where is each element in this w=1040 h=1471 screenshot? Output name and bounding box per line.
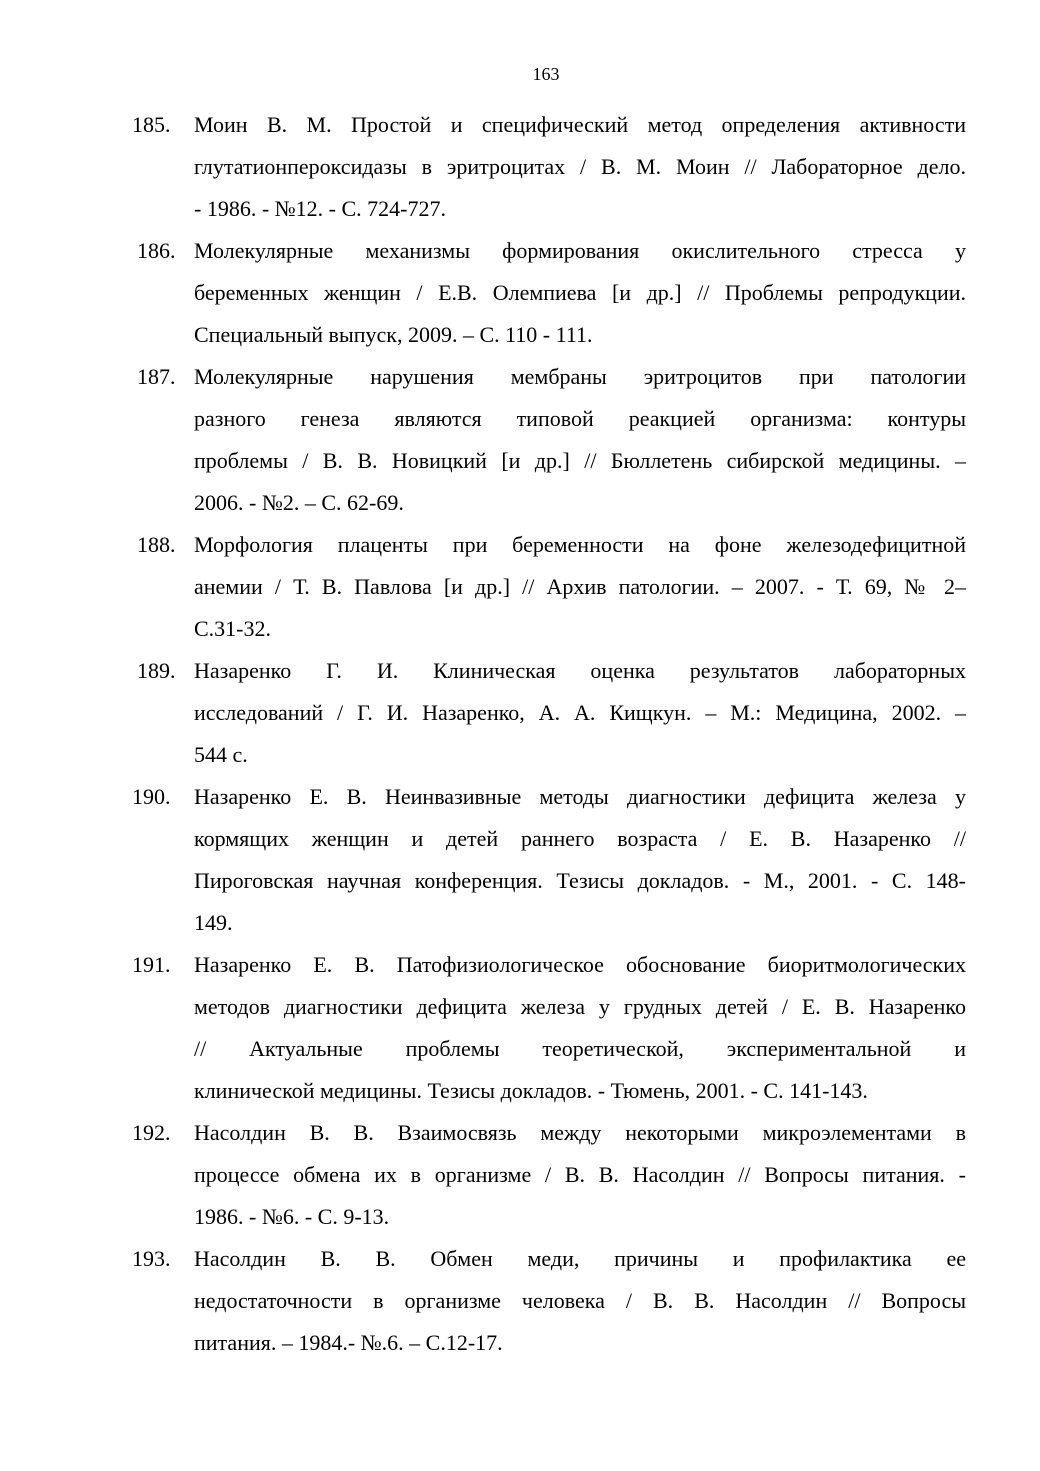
reference-number: 188. [137,532,176,557]
reference-list [0,104,1040,1364]
reference-text [194,1112,966,1238]
reference-line: Морфология плаценты при беременности на фоне железодефицитной [194,532,966,557]
reference-line: 2006. - №2. – С. 62-69. [194,490,404,515]
reference-line: Моин В. М. Простой и специфический метод определения активности [194,112,966,137]
reference-number: 192. [132,1120,171,1145]
reference-line: 1986. - №6. - С. 9-13. [194,1204,390,1229]
reference-line: методов диагностики дефицита железа у грудных детей / Е. В. Назаренко [194,994,966,1019]
reference-text [194,524,966,650]
reference-text [194,104,966,230]
reference-item [0,1238,1040,1364]
reference-line: недостаточности в организме человека / В. В. Насолдин // Вопросы [194,1288,966,1313]
reference-number: 189. [137,658,176,683]
reference-line: беременных женщин / Е.В. Олемпиева [и др.] // Проблемы репродукции. [194,280,966,305]
reference-line: Специальный выпуск, 2009. – С. 110 - 111. [194,322,593,347]
reference-item [0,650,1040,776]
reference-text [194,776,966,944]
reference-line: процессе обмена их в организме / В. В. Насолдин // Вопросы питания. - [194,1162,966,1187]
reference-item [0,1112,1040,1238]
page-number: 163 [532,64,560,84]
reference-line: Молекулярные механизмы формирования окислительного стресса у [194,238,966,263]
reference-item [0,944,1040,1112]
reference-text [194,230,966,356]
reference-text [194,356,966,524]
reference-number: 190. [132,784,171,809]
reference-line: исследований / Г. И. Назаренко, А. А. Кищкун. – М.: Медицина, 2002. – [194,700,966,725]
reference-item [0,230,1040,356]
reference-line: С.31-32. [194,616,271,641]
reference-line: питания. – 1984.- №.6. – С.12-17. [194,1330,503,1355]
reference-line: клинической медицины. Тезисы докладов. - Тюмень, 2001. - С. 141-143. [194,1078,868,1103]
reference-line: - 1986. - №12. - С. 724-727. [194,196,446,221]
reference-text [194,944,966,1112]
reference-line: 544 с. [194,742,248,767]
reference-line: разного генеза являются типовой реакцией организма: контуры [194,406,966,431]
reference-line: Назаренко Е. В. Неинвазивные методы диагностики дефицита железа у [194,784,966,809]
reference-number: 185. [132,112,171,137]
reference-number: 193. [132,1246,171,1271]
reference-number: 187. [137,364,176,389]
reference-line: Насолдин В. В. Обмен меди, причины и профилактика ее [194,1246,966,1271]
reference-line: Назаренко Е. В. Патофизиологическое обоснование биоритмологических [194,952,966,977]
reference-line: 149. [194,910,233,935]
reference-line: анемии / Т. В. Павлова [и др.] // Архив патологии. – 2007. - Т. 69, № 2– [194,574,966,599]
reference-item [0,356,1040,524]
reference-line: кормящих женщин и детей раннего возраста / Е. В. Назаренко // [194,826,966,851]
reference-line: глутатионпероксидазы в эритроцитах / В. М. Моин // Лабораторное дело. [194,154,966,179]
reference-text [194,650,966,776]
reference-item [0,104,1040,230]
reference-line: Назаренко Г. И. Клиническая оценка результатов лабораторных [194,658,966,683]
reference-line: Насолдин В. В. Взаимосвязь между некоторыми микроэлементами в [194,1120,966,1145]
reference-line: // Актуальные проблемы теоретической, экспериментальной и [194,1036,966,1061]
reference-line: проблемы / В. В. Новицкий [и др.] // Бюллетень сибирской медицины. – [194,448,966,473]
reference-number: 191. [132,952,171,977]
reference-number: 186. [137,238,176,263]
reference-text [194,1238,966,1364]
reference-item [0,776,1040,944]
reference-line: Молекулярные нарушения мембраны эритроцитов при патологии [194,364,966,389]
reference-line: Пироговская научная конференция. Тезисы докладов. - М., 2001. - С. 148- [194,868,966,893]
reference-item [0,524,1040,650]
